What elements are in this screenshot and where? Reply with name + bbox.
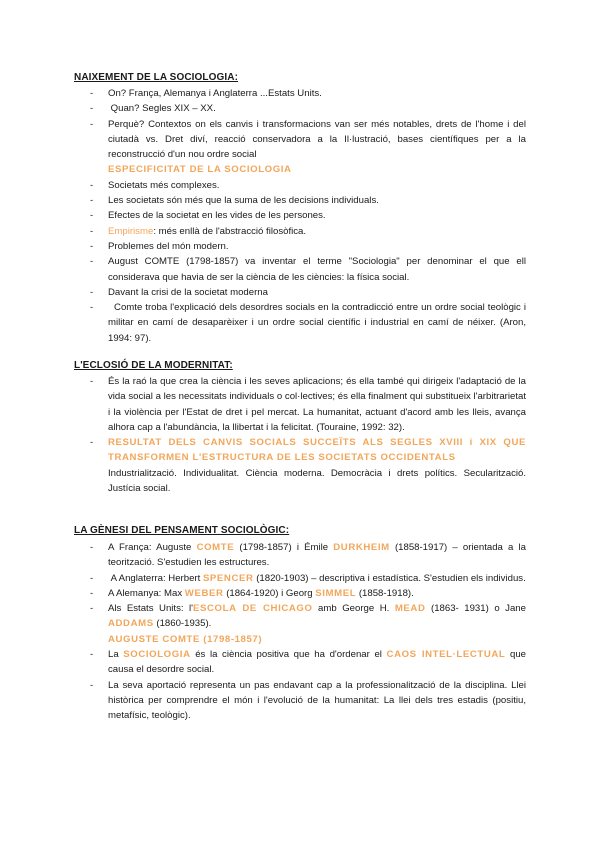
list-item: - August COMTE (1798-1857) va inventar el terme "Sociologia" per denominar el que ell considerava que havia de ser la ciència de les ciències: la física social. (90, 256, 526, 283)
list-item: - Perquè? Contextos on els canvis i transformacions van ser més notables, drets de l'home i del ciutadà vs. Dret diví, reacció conservadora a la Il·lustració, bases científiques per a la reconstrucció d'un nou ordre social ESPECIFICITAT DE LA SOCIOLOGIA (90, 118, 526, 176)
highlight-resultat: RESULTAT DELS CANVIS SOCIALS SUCCEÏTS ALS SEGLES XVIII i XIX QUE TRANSFORMEN L'ESTRUCTURA DE LES SOCIETATS OCCIDENTALS (108, 437, 526, 464)
section-title-naixement: NAIXEMENT DE LA SOCIOLOGIA: (74, 72, 238, 83)
highlight-durkheim: DURKHEIM (333, 542, 390, 553)
highlight-mead: MEAD (394, 603, 426, 615)
list-item: - A Anglaterra: Herbert SPENCER (1820-1903) – descriptiva i estadística. S'estudien els individus. (90, 572, 526, 584)
list-item: - A França: Auguste COMTE (1798-1857) i Émile DURKHEIM (1858-1917) – orientada a la teorització. S'estudien les estructures. (90, 542, 527, 569)
list-item: - Comte troba l'explicació dels desordres socials en la contradicció entre un ordre social teològic i militar en camí de desaparèixer i un ordre social científic i industrial en camí de néixer. (Aron, 1994: 97). (90, 302, 526, 344)
highlight-caos: CAOS INTEL·LECTUAL (386, 649, 506, 661)
list-item: - Als Estats Units: l'ESCOLA DE CHICAGO amb George H. MEAD (1863- 1931) o Jane ADDAMS (1860-1935). AUGUSTE COMTE (1798-1857) (90, 603, 526, 645)
highlight-spencer: SPENCER (202, 572, 254, 584)
list-item: - RESULTAT DELS CANVIS SOCIALS SUCCEÏTS ALS SEGLES XVIII i XIX QUE TRANSFORMEN L'ESTRUCTURA DE LES SOCIETATS OCCIDENTALS Industrialització. Individualitat. Ciència moderna. Democràcia i drets polítics. Secularització. Justícia social. (90, 437, 526, 495)
list-item: - La seva aportació representa un pas endavant cap a la professionalització de la disciplina. Llei històrica per comprendre el món i l'evolució de la humanitat: La llei dels tres estadis (positiu, metafísic, teològic). (90, 679, 526, 722)
highlight-empirisme: Empirisme (108, 225, 154, 237)
list-item: - Efectes de la societat en les vides de les persones. (90, 210, 326, 222)
section-list-eclosio (0, 374, 526, 496)
list-item: - On? França, Alemanya i Anglaterra ...Estats Units. (90, 88, 322, 99)
highlight-addams: ADDAMS (108, 618, 154, 630)
list-item: - A Alemanya: Max WEBER (1864-1920) i Georg SIMMEL (1858-1918). (90, 587, 414, 599)
subheading-auguste-comte: AUGUSTE COMTE (1798-1857) (108, 633, 263, 645)
highlight-comte: COMTE (196, 542, 235, 553)
list-item: - Quan? Segles XIX – XX. (90, 103, 216, 115)
subheading-especificitat: ESPECIFICITAT DE LA SOCIOLOGIA (108, 164, 292, 176)
list-item: - Davant la crisi de la societat moderna (90, 286, 268, 298)
highlight-sociologia: SOCIOLOGIA (123, 649, 191, 661)
section-title-genesi: LA GÈNESI DEL PENSAMENT SOCIOLÒGIC: (74, 525, 290, 536)
list-item: - Empirisme: més enllà de l'abstracció filosòfica. (90, 225, 307, 237)
section-list-genesi (0, 540, 526, 724)
list-item: - Les societats són més que la suma de les decisions individuals. (90, 195, 379, 207)
list-item: - La SOCIOLOGIA és la ciència positiva que ha d'ordenar el CAOS INTEL·LECTUAL que causa el desordre social. (90, 649, 526, 676)
highlight-weber: WEBER (184, 587, 224, 599)
highlight-simmel: SIMMEL (315, 587, 357, 599)
section-title-eclosio: L'ECLOSIÓ DE LA MODERNITAT: (74, 360, 233, 371)
list-item: - Problemes del món modern. (90, 240, 229, 252)
section-list-naixement (0, 86, 526, 346)
highlight-escola-chicago: ESCOLA DE CHICAGO (193, 603, 313, 615)
list-item: - És la raó la que crea la ciència i les seves aplicacions; és ella també qui dirigeix l'adaptació de la vida social a les necessitats individuals o col·lectives; és ella finalment qui substitueix l'arbitrarietat i la violència per l'Estat de dret i pel mercat. La humanitat, actuant d'acord amb les lleis, avança alhora cap a l'abundància, la llibertat i la felicitat. (Touraine, 1992: 32). (90, 376, 526, 433)
list-item: - Societats més complexes. (90, 179, 220, 191)
